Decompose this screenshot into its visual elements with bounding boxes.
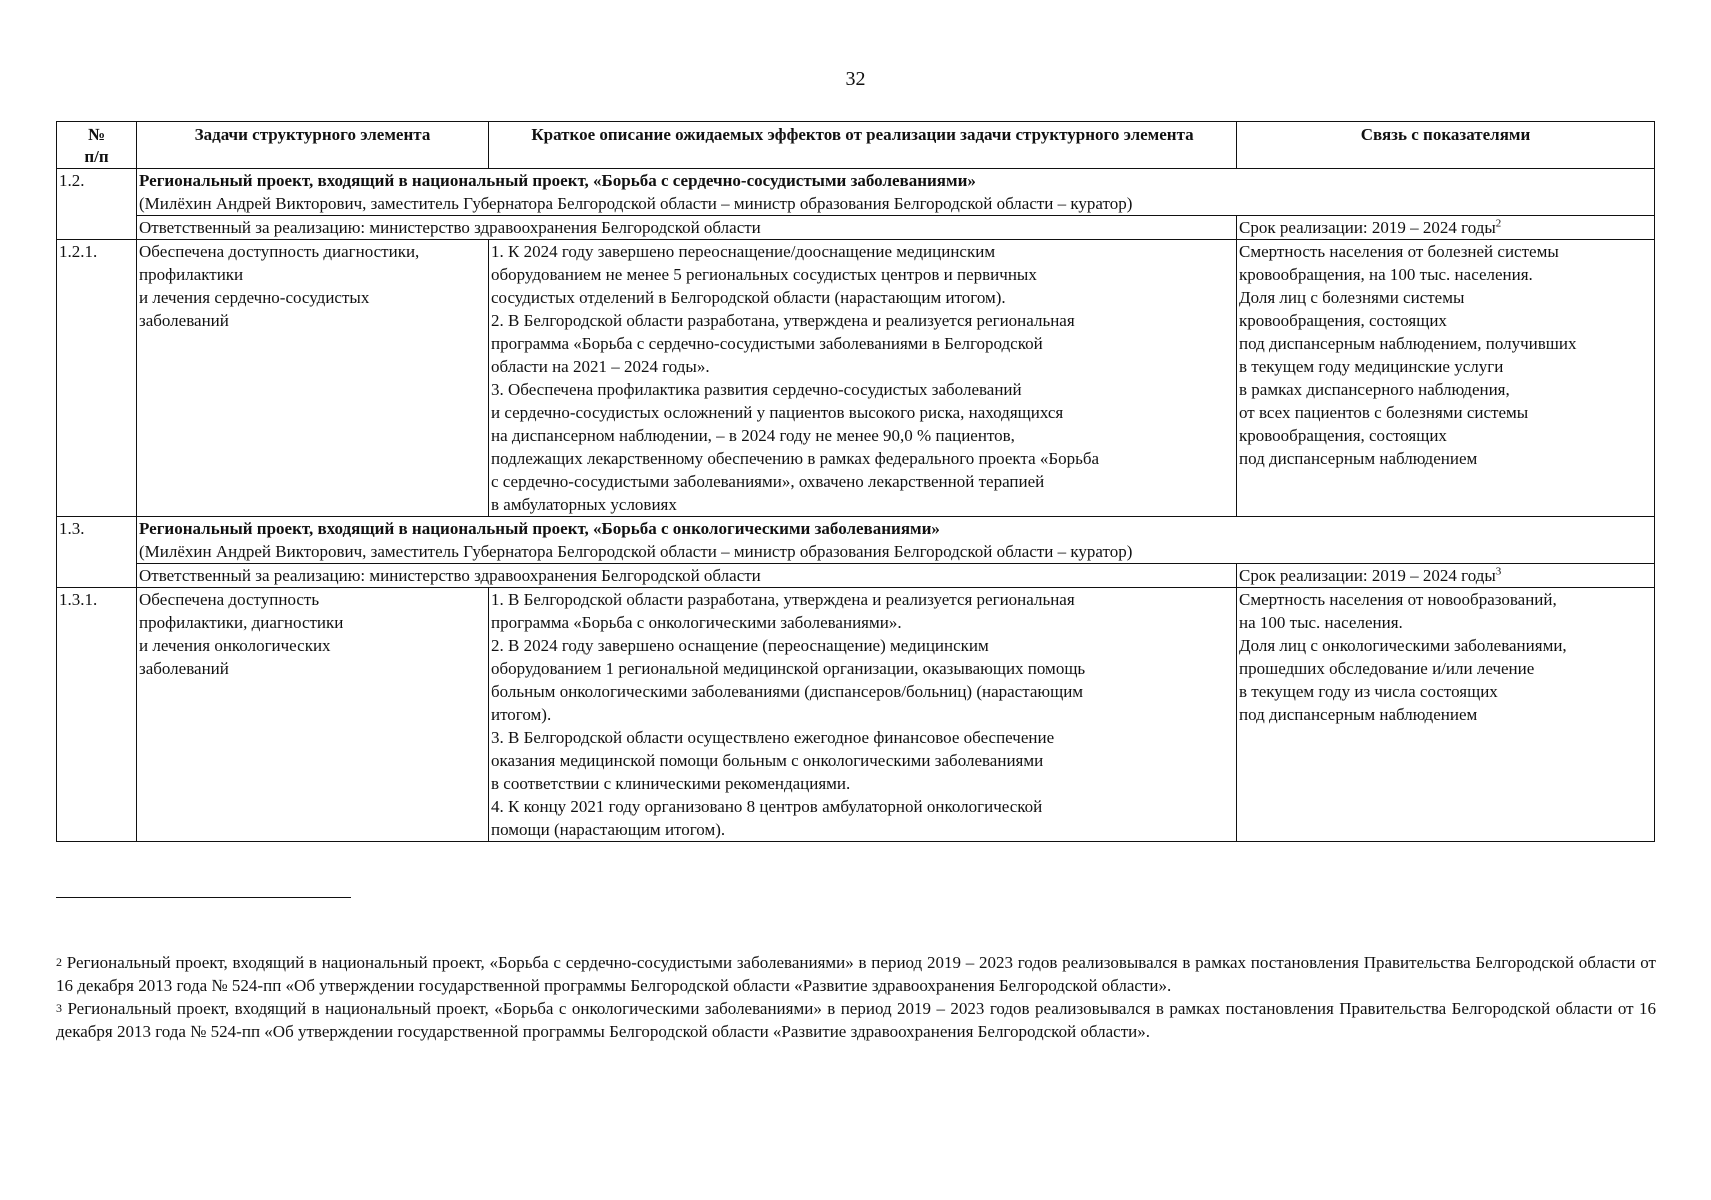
footnote-ref: 2 bbox=[1495, 217, 1502, 230]
section-number: 1.2. bbox=[57, 169, 137, 240]
footnote-mark: 2 bbox=[56, 955, 62, 969]
task-indicators: Смертность населения от новообразований, на 100 тыс. населения. Доля лиц с онкологическими заболеваниями, прошедших обследование и/или лечение в текущем году из числа состоящих под диспансерным наблюдением bbox=[1237, 588, 1655, 842]
section-title-row bbox=[57, 517, 1655, 564]
section-curator: (Милёхин Андрей Викторович, заместитель Губернатора Белгородской области – министр образования Белгородской области – куратор) bbox=[139, 194, 1133, 213]
task-effects: 1. К 2024 году завершено переоснащение/дооснащение медицинским оборудованием не менее 5 региональных сосудистых центров и первичных сосудистых отделений в Белгородской области (нарастающим итогом). 2. В Белгородской области разработана, утверждена и реализуется региональная программа «Борьба с сердечно-сосудистыми заболеваниями в Белгородской области на 2021 – 2024 годы». 3. Обеспечена профилактика развития сердечно-сосудистых заболеваний и сердечно-сосудистых осложнений у пациентов высокого риска, находящихся на диспансерном наблюдении, – в 2024 году не менее 90,0 % пациентов, подлежащих лекарственному обеспечению в рамках федерального проекта «Борьба с сердечно-сосудистыми заболеваниями», охвачено лекарственной терапией в амбулаторных условиях bbox=[489, 240, 1237, 517]
section-title-row bbox=[57, 169, 1655, 216]
structural-elements-table bbox=[56, 121, 1655, 842]
footnote bbox=[56, 997, 1656, 1043]
task-row bbox=[57, 240, 1655, 517]
table-header-row bbox=[57, 122, 1655, 169]
section-curator: (Милёхин Андрей Викторович, заместитель Губернатора Белгородской области – министр образования Белгородской области – куратор) bbox=[139, 542, 1133, 561]
footnote-text: Региональный проект, входящий в национальный проект, «Борьба с онкологическими заболеваниями» в период 2019 – 2023 годов реализовывался в рамках постановления Правительства Белгородской области от 16 декабря 2013 года № 524-пп «Об утверждении государственной программы Белгородской области «Развитие здравоохранения Белгородской области». bbox=[56, 999, 1657, 1041]
section-period-cell bbox=[1237, 216, 1655, 240]
section-responsible-row bbox=[57, 216, 1655, 240]
section-title-cell bbox=[137, 517, 1655, 564]
section-period: Срок реализации: 2019 – 2024 годы bbox=[1239, 566, 1496, 585]
section-title-cell bbox=[137, 169, 1655, 216]
header-effects: Краткое описание ожидаемых эффектов от реализации задачи структурного элемента bbox=[489, 122, 1237, 169]
task-indicators: Смертность населения от болезней системы кровообращения, на 100 тыс. населения. Доля лиц с болезнями системы кровообращения, состоящих под диспансерным наблюдением, получивших в текущем году медицинские услуги в рамках диспансерного наблюдения, от всех пациентов с болезнями системы кровообращения, состоящих под диспансерным наблюдением bbox=[1237, 240, 1655, 517]
footnote bbox=[56, 951, 1656, 997]
header-tasks: Задачи структурного элемента bbox=[137, 122, 489, 169]
header-indicators: Связь с показателями bbox=[1237, 122, 1655, 169]
section-number: 1.3. bbox=[57, 517, 137, 588]
section-period-cell bbox=[1237, 564, 1655, 588]
footnote-text: Региональный проект, входящий в национальный проект, «Борьба с сердечно-сосудистыми заболеваниями» в период 2019 – 2023 годов реализовывался в рамках постановления Правительства Белгородской области от 16 декабря 2013 года № 524-пп «Об утверждении государственной программы Белгородской области «Развитие здравоохранения Белгородской области». bbox=[56, 953, 1656, 995]
task-effects: 1. В Белгородской области разработана, утверждена и реализуется региональная программа «Борьба с онкологическими заболеваниями». 2. В 2024 году завершено оснащение (переоснащение) медицинским оборудованием 1 региональной медицинской организации, оказывающих помощь больным онкологическими заболеваниями (диспансеров/больниц) (нарастающим итогом). 3. В Белгородской области осуществлено ежегодное финансовое обеспечение оказания медицинской помощи больным с онкологическими заболеваниями в соответствии с клиническими рекомендациями. 4. К концу 2021 году организовано 8 центров амбулаторной онкологической помощи (нарастающим итогом). bbox=[489, 588, 1237, 842]
section-title: Региональный проект, входящий в национальный проект, «Борьба с сердечно-сосудистыми заболеваниями» bbox=[139, 171, 976, 190]
section-title: Региональный проект, входящий в национальный проект, «Борьба с онкологическими заболеваниями» bbox=[139, 519, 940, 538]
task-number: 1.3.1. bbox=[57, 588, 137, 842]
header-number: № п/п bbox=[57, 122, 137, 169]
footnote-mark: 3 bbox=[56, 1001, 62, 1015]
section-responsible-row bbox=[57, 564, 1655, 588]
footnote-ref: 3 bbox=[1495, 565, 1502, 578]
section-period: Срок реализации: 2019 – 2024 годы bbox=[1239, 218, 1496, 237]
footnotes bbox=[56, 951, 1656, 1043]
task-number: 1.2.1. bbox=[57, 240, 137, 517]
task-name: Обеспечена доступность диагностики, профилактики и лечения сердечно-сосудистых заболеваний bbox=[137, 240, 489, 517]
section-responsible: Ответственный за реализацию: министерство здравоохранения Белгородской области bbox=[137, 564, 1237, 588]
footnote-separator bbox=[56, 897, 351, 898]
task-name: Обеспечена доступность профилактики, диагностики и лечения онкологических заболеваний bbox=[137, 588, 489, 842]
task-row bbox=[57, 588, 1655, 842]
page-number: 32 bbox=[845, 68, 866, 90]
section-responsible: Ответственный за реализацию: министерство здравоохранения Белгородской области bbox=[137, 216, 1237, 240]
